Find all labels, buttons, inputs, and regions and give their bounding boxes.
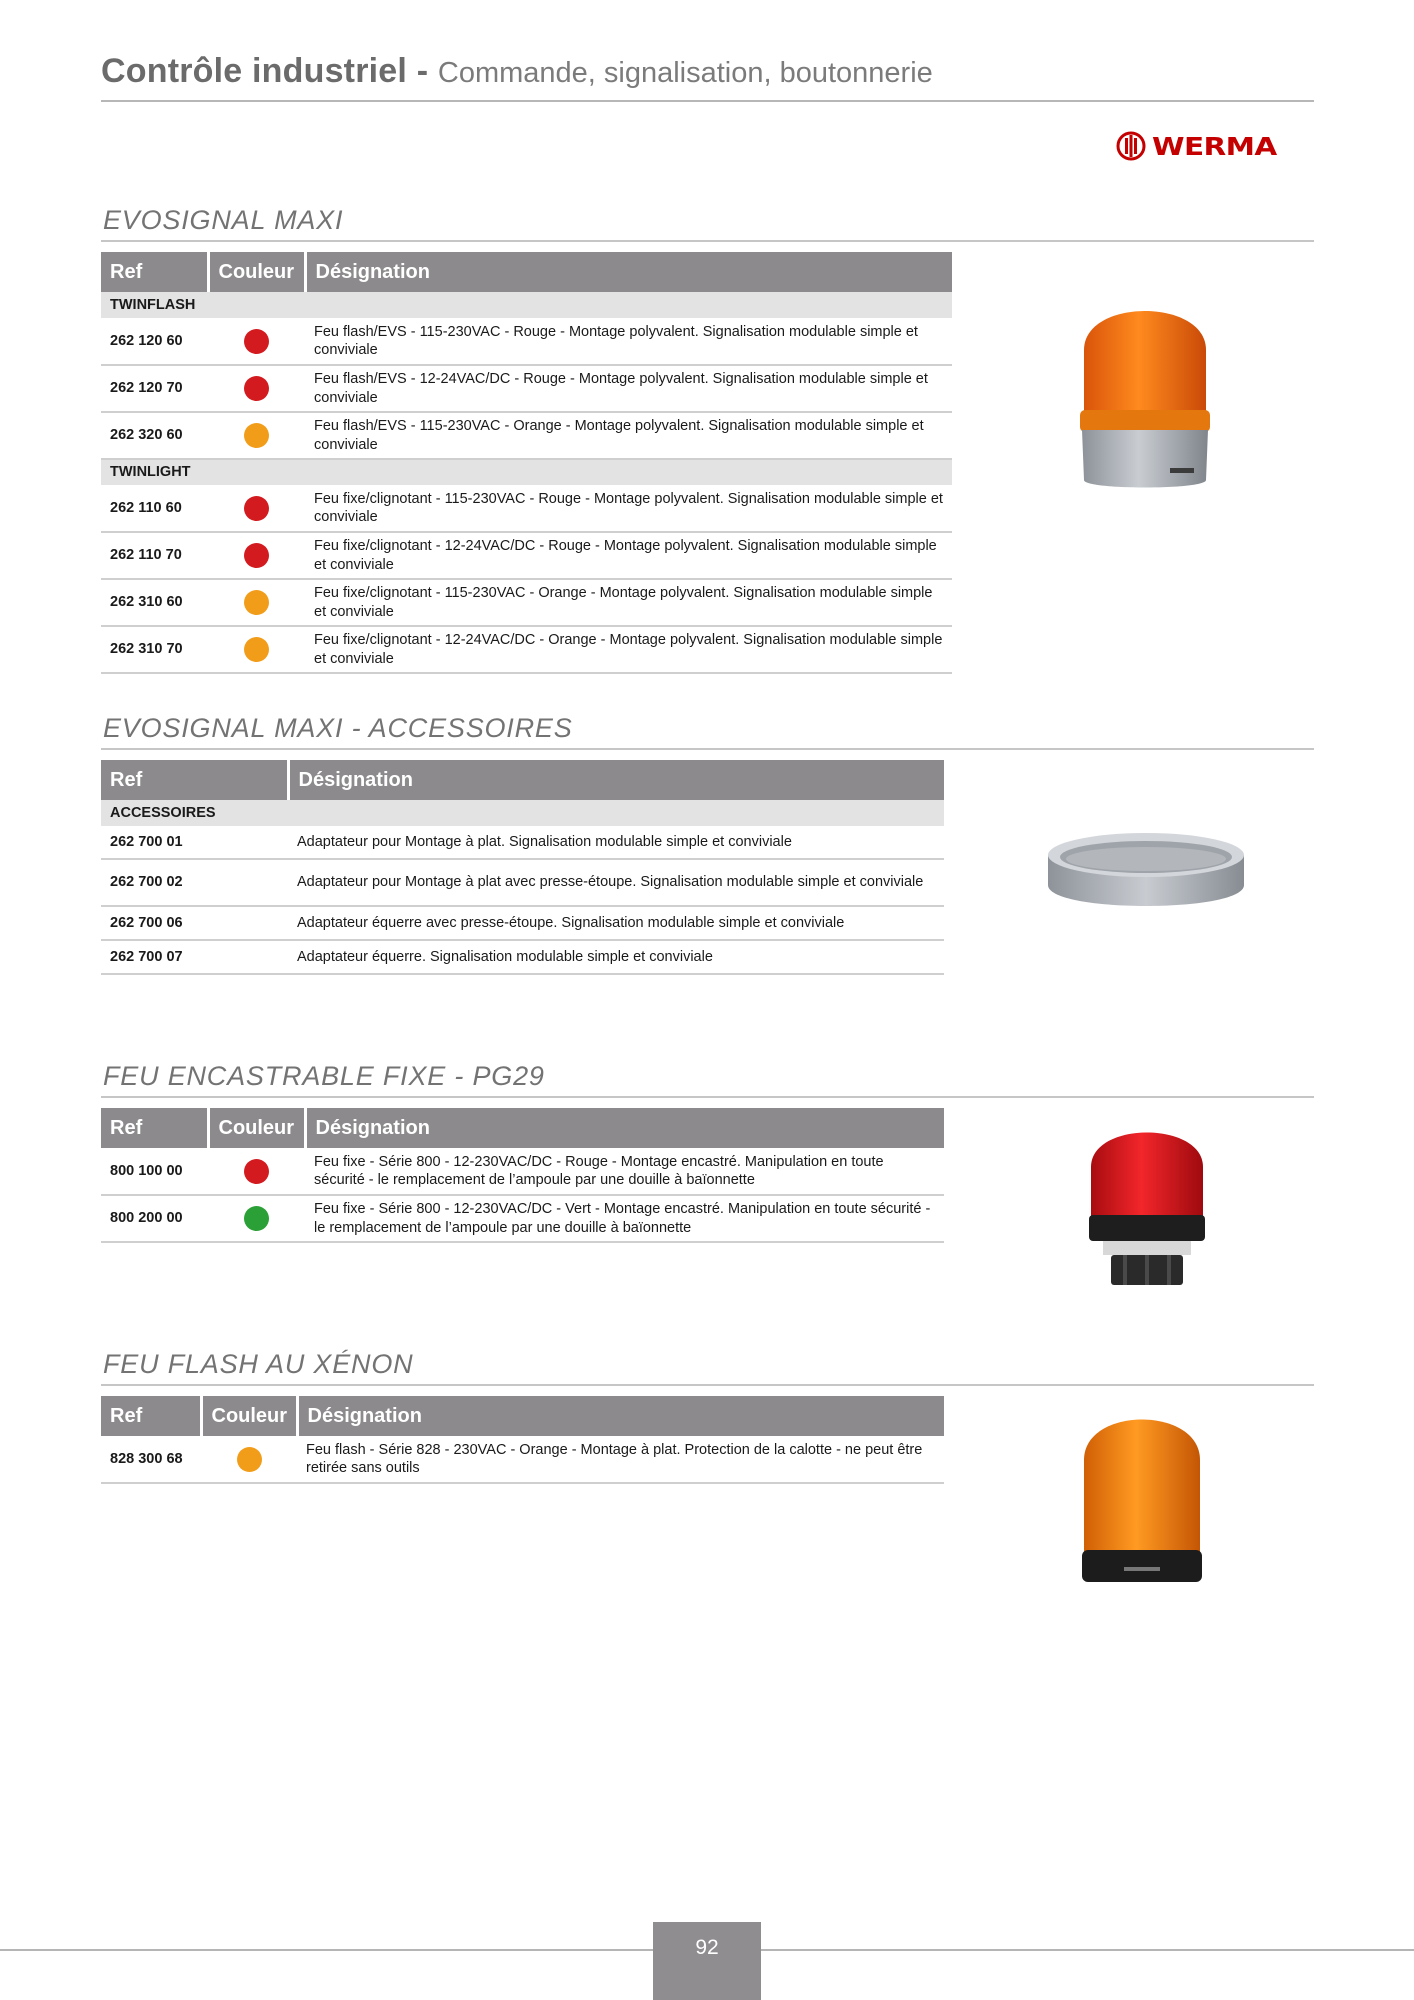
ref-cell: 262 120 60 [101, 318, 208, 365]
brand-name: WERMA [1152, 131, 1277, 161]
table-feu-encastrable [101, 1108, 944, 1243]
designation-cell: Adaptateur pour Montage à plat avec presse-étoupe. Signalisation modulable simple et conviviale [288, 859, 944, 906]
color-swatch-red [244, 329, 269, 354]
table-row [101, 1148, 944, 1195]
ref-cell: 262 320 60 [101, 412, 208, 459]
ref-cell: 262 700 02 [101, 859, 288, 906]
column-header-couleur: Couleur [208, 252, 305, 292]
table-row [101, 365, 952, 412]
column-header-ref: Ref [101, 760, 288, 800]
column-header-ref: Ref [101, 1108, 208, 1148]
table-row [101, 626, 952, 673]
designation-cell: Feu fixe/clignotant - 115-230VAC - Orange - Montage polyvalent. Signalisation modulable simple et conviviale [305, 579, 952, 626]
table-row [101, 485, 952, 532]
section-title-accessoires: EVOSIGNAL MAXI - ACCESSOIRES [101, 710, 1314, 750]
column-header-designation: Désignation [305, 252, 952, 292]
designation-cell: Feu flash/EVS - 12-24VAC/DC - Rouge - Montage polyvalent. Signalisation modulable simple et conviviale [305, 365, 952, 412]
column-header-couleur: Couleur [208, 1108, 305, 1148]
color-swatch-orange [237, 1447, 262, 1472]
designation-cell: Feu fixe - Série 800 - 12-230VAC/DC - Rouge - Montage encastré. Manipulation en toute sécurité - le remplacement de l’ampoule par une douille à baïonnette [305, 1148, 944, 1195]
table-row [101, 412, 952, 459]
table-header-row [101, 1396, 944, 1436]
color-swatch-orange [244, 637, 269, 662]
designation-cell: Feu flash/EVS - 115-230VAC - Orange - Montage polyvalent. Signalisation modulable simple et conviviale [305, 412, 952, 459]
designation-cell: Feu fixe/clignotant - 12-24VAC/DC - Rouge - Montage polyvalent. Signalisation modulable simple et conviviale [305, 532, 952, 579]
table-row [101, 826, 944, 859]
group-row-twinflash [101, 292, 952, 318]
werma-emblem-icon [1116, 131, 1146, 161]
section-title-evosignal-maxi: EVOSIGNAL MAXI [101, 202, 1314, 242]
table-row [101, 1195, 944, 1242]
color-swatch-red [244, 376, 269, 401]
page-header [101, 52, 1314, 102]
designation-cell: Adaptateur pour Montage à plat. Signalisation modulable simple et conviviale [288, 826, 944, 859]
table-accessoires [101, 760, 944, 975]
feu-encastrable-product-image [1083, 1115, 1211, 1295]
ref-cell: 262 700 07 [101, 940, 288, 974]
ref-cell: 262 120 70 [101, 365, 208, 412]
page-subtitle: Commande, signalisation, boutonnerie [437, 57, 933, 89]
column-header-designation: Désignation [288, 760, 944, 800]
designation-cell: Feu fixe/clignotant - 12-24VAC/DC - Orange - Montage polyvalent. Signalisation modulable simple et conviviale [305, 626, 952, 673]
color-swatch-red [244, 496, 269, 521]
group-row-accessoires [101, 800, 944, 826]
designation-cell: Feu flash/EVS - 115-230VAC - Rouge - Montage polyvalent. Signalisation modulable simple et conviviale [305, 318, 952, 365]
column-header-designation: Désignation [305, 1108, 944, 1148]
table-row [101, 532, 952, 579]
table-row [101, 1436, 944, 1483]
designation-cell: Adaptateur équerre. Signalisation modulable simple et conviviale [288, 940, 944, 974]
ref-cell: 262 310 70 [101, 626, 208, 673]
ref-cell: 262 110 70 [101, 532, 208, 579]
color-swatch-orange [244, 590, 269, 615]
adapter-ring-product-image [1042, 815, 1250, 920]
table-header-row [101, 252, 952, 292]
table-row [101, 579, 952, 626]
table-header-row [101, 760, 944, 800]
ref-cell: 800 100 00 [101, 1148, 208, 1195]
ref-cell: 262 110 60 [101, 485, 208, 532]
column-header-designation: Désignation [297, 1396, 944, 1436]
column-header-ref: Ref [101, 1396, 201, 1436]
table-row [101, 906, 944, 940]
group-label: ACCESSOIRES [101, 800, 944, 826]
ref-cell: 800 200 00 [101, 1195, 208, 1242]
column-header-ref: Ref [101, 252, 208, 292]
section-title-feu-encastrable: FEU ENCASTRABLE FIXE - PG29 [101, 1058, 1314, 1098]
table-feu-flash-xenon [101, 1396, 944, 1484]
group-label: TWINLIGHT [101, 459, 952, 485]
designation-cell: Feu flash - Série 828 - 230VAC - Orange - Montage à plat. Protection de la calotte - ne peut être retirée sans outils [297, 1436, 944, 1483]
group-row-twinlight [101, 459, 952, 485]
designation-cell: Feu fixe/clignotant - 115-230VAC - Rouge - Montage polyvalent. Signalisation modulable simple et conviviale [305, 485, 952, 532]
group-label: TWINFLASH [101, 292, 952, 318]
evosignal-maxi-product-image [1070, 280, 1220, 495]
ref-cell: 262 700 06 [101, 906, 288, 940]
feu-flash-xenon-product-image [1078, 1402, 1206, 1587]
section-title-feu-flash-xenon: FEU FLASH AU XÉNON [101, 1346, 1314, 1386]
ref-cell: 262 700 01 [101, 826, 288, 859]
table-row [101, 318, 952, 365]
table-evosignal-maxi [101, 252, 952, 674]
table-header-row [101, 1108, 944, 1148]
color-swatch-orange [244, 423, 269, 448]
designation-cell: Adaptateur équerre avec presse-étoupe. Signalisation modulable simple et conviviale [288, 906, 944, 940]
werma-logo [1116, 128, 1310, 164]
page-number: 92 [653, 1922, 761, 2000]
column-header-couleur: Couleur [201, 1396, 297, 1436]
color-swatch-green [244, 1206, 269, 1231]
ref-cell: 262 310 60 [101, 579, 208, 626]
color-swatch-red [244, 1159, 269, 1184]
title-separator: - [407, 52, 438, 90]
table-row [101, 940, 944, 974]
ref-cell: 828 300 68 [101, 1436, 201, 1483]
designation-cell: Feu fixe - Série 800 - 12-230VAC/DC - Vert - Montage encastré. Manipulation en toute sécurité - le remplacement de l’ampoule par une douille à baïonnette [305, 1195, 944, 1242]
table-row [101, 859, 944, 906]
page-title: Contrôle industriel [101, 52, 408, 90]
color-swatch-red [244, 543, 269, 568]
